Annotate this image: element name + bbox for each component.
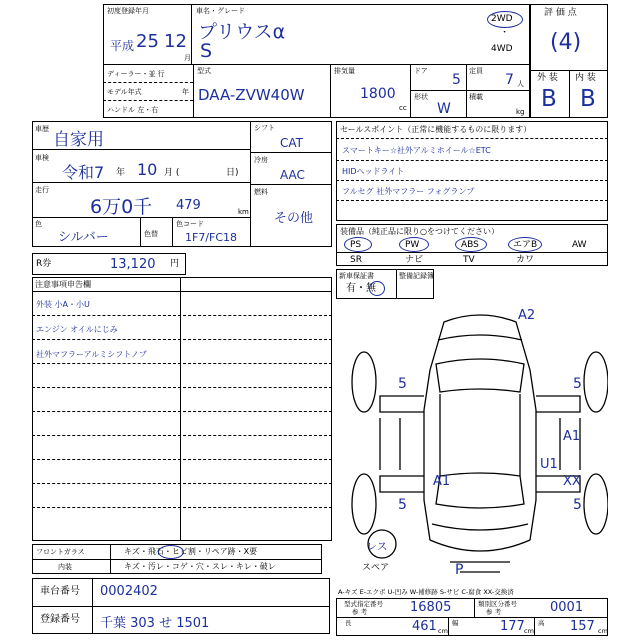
inspection-era: 令和7 xyxy=(62,163,105,182)
first-reg-label: 初度登録年月 xyxy=(107,7,149,15)
reg-era: 平成 xyxy=(110,39,135,53)
model-year-label: モデル年式 xyxy=(107,88,142,96)
warranty-value: 有・無 xyxy=(346,283,376,294)
drive-2wd: 2WD xyxy=(491,14,513,24)
diagram-a1-right: A1 xyxy=(563,429,581,444)
name-grade-label: 車名・グレード xyxy=(196,7,245,15)
diagram-xx: XX xyxy=(563,474,581,489)
model-code: DAA-ZVW40W xyxy=(198,86,305,104)
dealer-label: ディーラー・並 行 xyxy=(107,70,165,78)
diagram-spare-label: スペア xyxy=(362,563,390,573)
diagram-five-fl: 5 xyxy=(398,376,407,392)
reg-year: 25 xyxy=(136,31,159,52)
doors: 5 xyxy=(452,72,461,88)
reg-month: 12 xyxy=(164,31,187,52)
sales-points-title: セールスポイント（正常に機能するものに限ります） xyxy=(340,125,532,134)
door-label: ドア xyxy=(414,67,428,75)
mileage-rest: 479 xyxy=(176,198,201,213)
load-label: 積載 xyxy=(469,93,483,101)
mileage-main: 6万0千 xyxy=(90,196,153,218)
recycle-amount: 13,120 xyxy=(110,257,156,272)
vehicle-number: 0002402 xyxy=(100,584,158,599)
color: シルバー xyxy=(58,230,109,245)
damage-legend: A-キズ E-エクボ U-凹み W-補修跡 S-サビ C-腐食 XX-交換済 xyxy=(338,588,514,596)
handle-label: ハンドル 左・右 xyxy=(107,106,159,114)
diagram-five-fr: 5 xyxy=(573,376,582,392)
diagram-five-rl: 5 xyxy=(398,497,407,513)
shape-label: 形状 xyxy=(414,93,428,101)
interior-label: 内 装 xyxy=(575,73,596,83)
width-value: 177 xyxy=(500,619,525,634)
capacity-label: 定員 xyxy=(469,67,483,75)
inspection-month: 10 xyxy=(137,160,158,179)
length-value: 461 xyxy=(412,619,437,634)
front-glass-options: キズ・飛石・ヒビ割・リペア跡・X要 xyxy=(124,547,258,556)
notes-box xyxy=(32,277,332,541)
diagram-spare-note: レス xyxy=(366,540,388,553)
ac: AAC xyxy=(280,168,305,182)
registration-number: 千葉 303 せ 1501 xyxy=(100,616,210,631)
exterior-grade: B xyxy=(541,86,557,112)
capacity: 7 xyxy=(505,72,514,88)
recycle-box xyxy=(32,253,186,275)
drive-4wd: 4WD xyxy=(491,44,513,54)
height-value: 157 xyxy=(570,619,595,634)
shift: CAT xyxy=(280,136,303,150)
diagram-a2: A2 xyxy=(518,308,536,323)
class-number: 0001 xyxy=(550,600,584,615)
exterior-label: 外 装 xyxy=(537,73,558,83)
displacement-label: 排気量 xyxy=(334,67,355,75)
diagram-five-rr: 5 xyxy=(573,497,582,513)
displacement: 1800 xyxy=(360,86,396,102)
shape: W xyxy=(437,101,451,117)
type-spec-number: 16805 xyxy=(410,600,452,615)
fuel: その他 xyxy=(274,211,314,226)
interior-options: キズ・汚レ・コゲ・穴・スレ・キレ・破レ xyxy=(124,562,276,571)
car-name: プリウスα xyxy=(198,21,286,43)
model-label: 型式 xyxy=(197,67,211,75)
score-value: (4) xyxy=(550,30,582,55)
usage: 自家用 xyxy=(53,130,104,150)
color-code: 1F7/FC18 xyxy=(185,231,238,244)
diagram-p: P xyxy=(455,562,464,578)
interior-grade: B xyxy=(580,86,596,112)
car-grade: S xyxy=(200,40,213,62)
diagram-a1-left: A1 xyxy=(433,474,451,489)
score-label: 評 価 点 xyxy=(544,8,577,18)
diagram-u1: U1 xyxy=(540,457,558,472)
